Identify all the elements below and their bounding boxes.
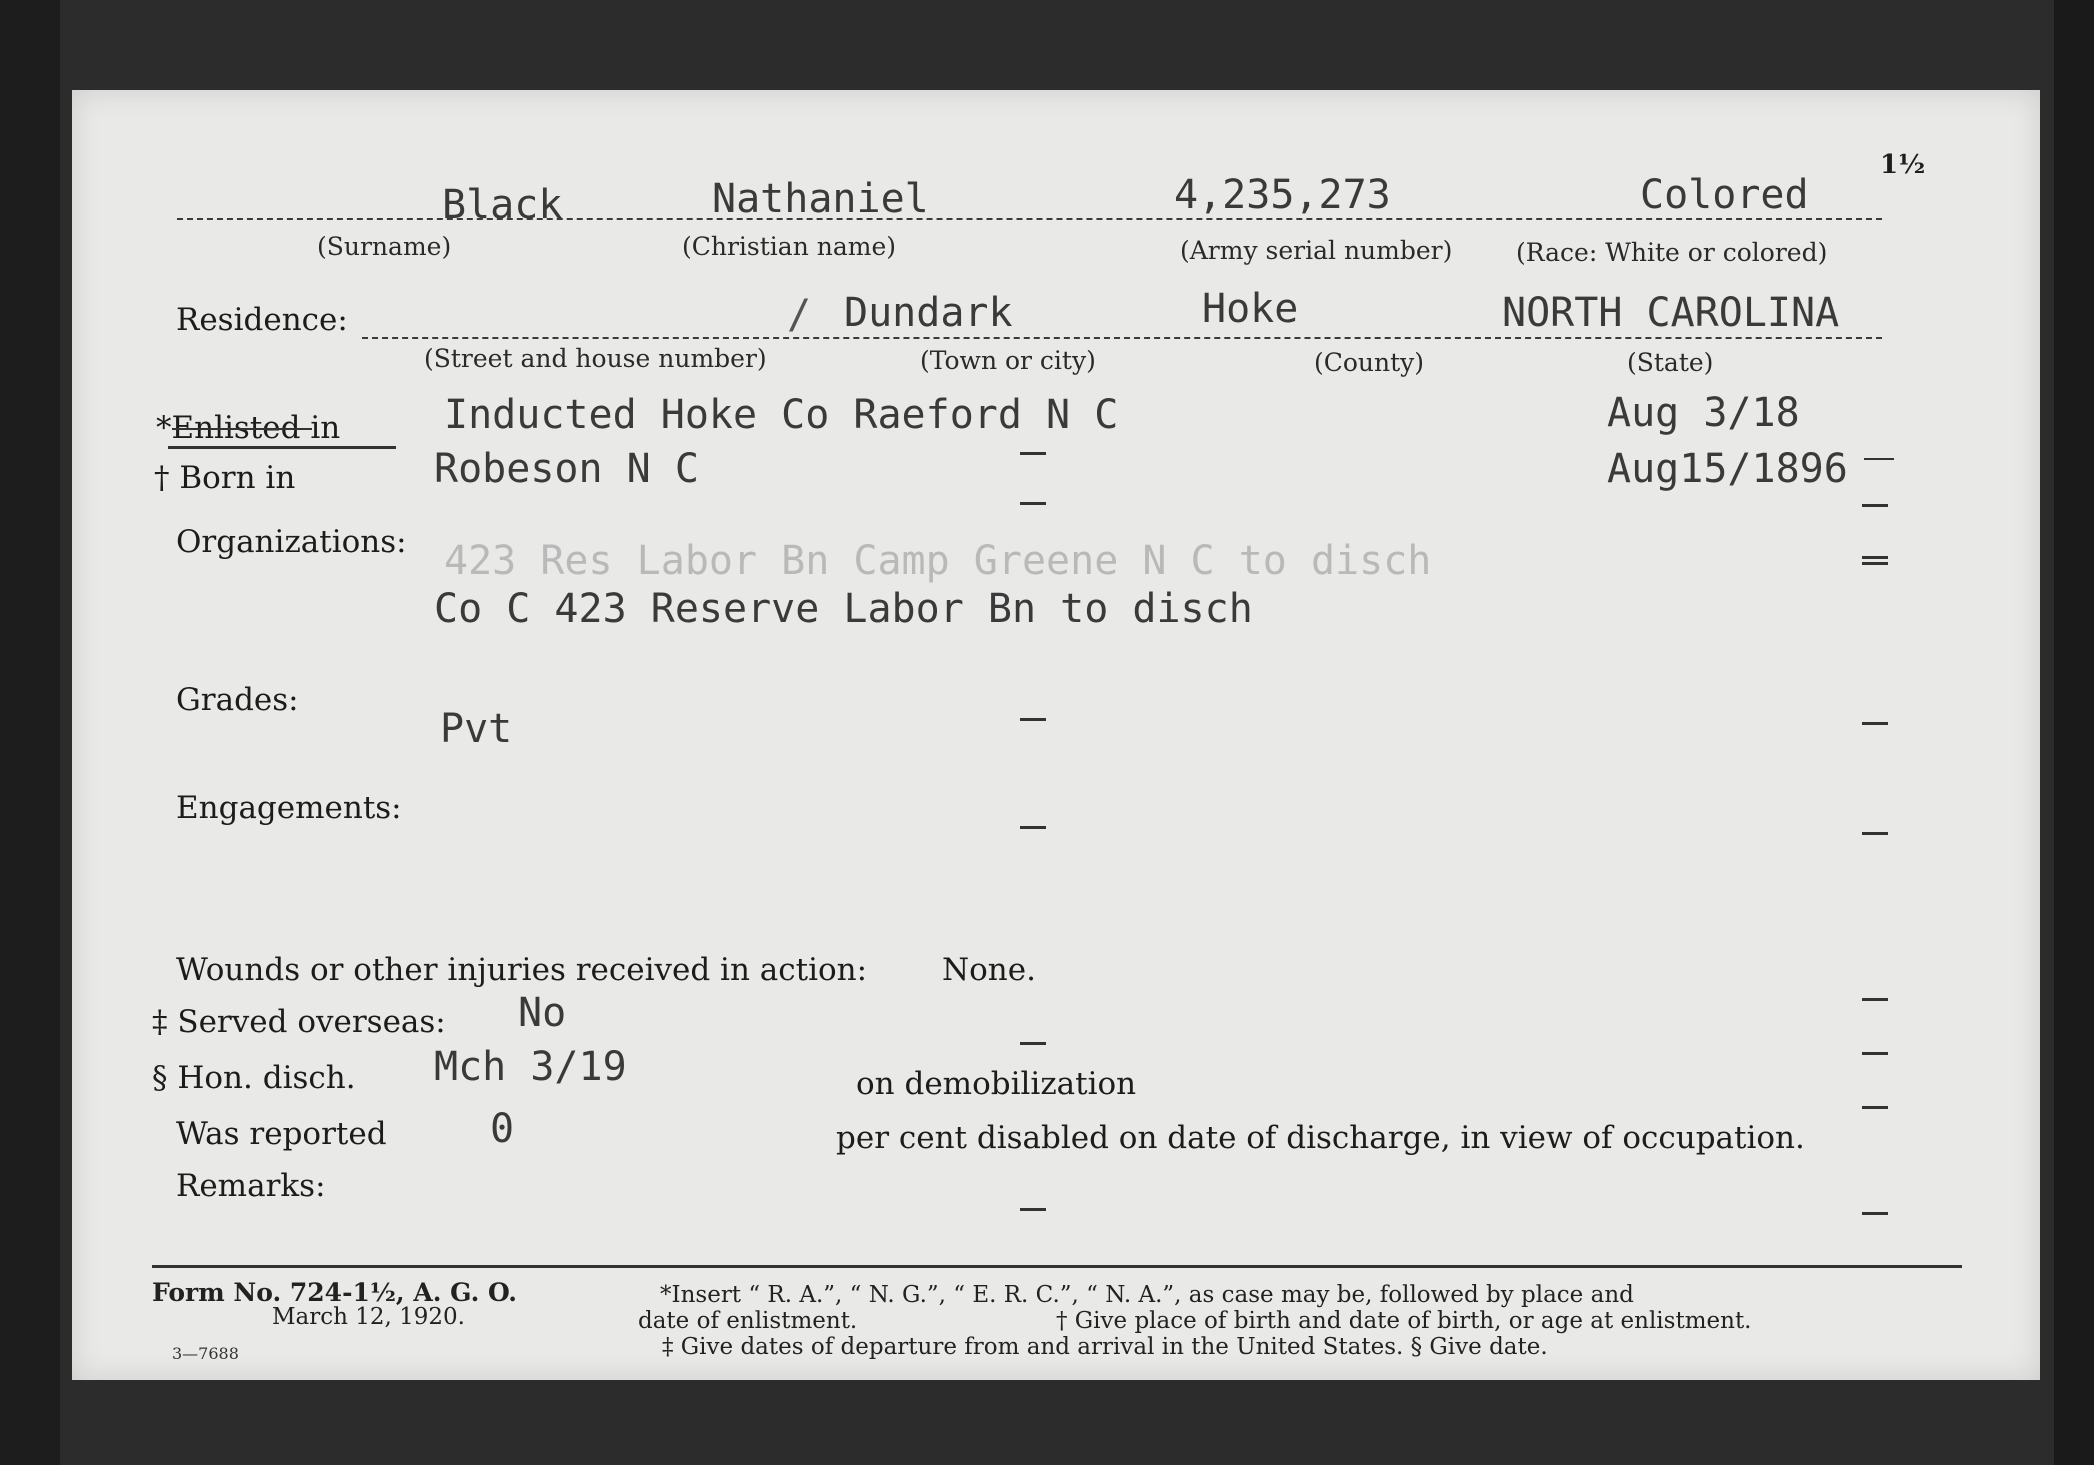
- enlisted-label: *Enlisted in: [156, 410, 341, 446]
- hon-disch-label: § Hon. disch.: [152, 1060, 356, 1096]
- street-value: /: [787, 292, 812, 338]
- footnote-enlisted-b: date of enlistment.: [638, 1308, 858, 1334]
- residence-line: [362, 337, 1882, 339]
- dash-mark: [1862, 722, 1888, 725]
- footnote-enlisted-a: *Insert “ R. A.”, “ N. G.”, “ E. R. C.”, “ N. A.”, as case may be, followed by place and: [660, 1282, 1634, 1308]
- organizations-struck-value: 423 Res Labor Bn Camp Greene N C to disch: [444, 538, 1432, 584]
- served-overseas-label: ‡ Served overseas:: [152, 1004, 446, 1040]
- per-cent-disabled-text: per cent disabled on date of discharge, in view of occupation.: [836, 1120, 1805, 1156]
- christian-name-caption: (Christian name): [682, 232, 897, 261]
- service-record-card: [72, 90, 2040, 1380]
- dash-mark: [1020, 452, 1046, 455]
- hon-disch-date-value: Mch 3/19: [434, 1044, 627, 1090]
- enlisted-date-value: Aug 3/18: [1607, 390, 1800, 436]
- county-value: Hoke: [1202, 286, 1299, 332]
- footnote-overseas: ‡ Give dates of departure from and arrival in the United States. § Give date.: [662, 1334, 1548, 1360]
- footnote-born: † Give place of birth and date of birth, or age at enlistment.: [1056, 1308, 1752, 1334]
- organizations-label: Organizations:: [176, 524, 407, 560]
- born-date-value: Aug15/1896: [1607, 446, 1848, 492]
- dash-mark: [1862, 1106, 1888, 1109]
- street-caption: (Street and house number): [424, 344, 767, 373]
- state-value: NORTH CAROLINA: [1502, 290, 1840, 336]
- born-label: † Born in: [154, 460, 296, 496]
- race-value: Colored: [1640, 172, 1809, 218]
- form-date: March 12, 1920.: [272, 1304, 465, 1330]
- organizations-value: Co C 423 Reserve Labor Bn to disch: [434, 586, 1253, 632]
- dash-mark: [1862, 1052, 1888, 1055]
- race-caption: (Race: White or colored): [1516, 238, 1828, 267]
- state-caption: (State): [1627, 348, 1714, 377]
- served-overseas-value: No: [518, 990, 567, 1036]
- christian-name-value: Nathaniel: [712, 176, 929, 222]
- dash-mark: [1862, 562, 1888, 565]
- dash-mark: [1862, 556, 1888, 559]
- dash-mark: [1020, 1042, 1046, 1045]
- serial-number-caption: (Army serial number): [1180, 236, 1453, 265]
- enlisted-underline: [168, 446, 396, 449]
- dash-mark: [1862, 832, 1888, 835]
- town-caption: (Town or city): [920, 346, 1096, 375]
- disability-percent-value: 0: [490, 1106, 515, 1152]
- dash-mark: [1862, 504, 1888, 507]
- dash-mark: [1862, 1212, 1888, 1215]
- wounds-label: Wounds or other injuries received in action:: [176, 952, 868, 988]
- town-value: Dundark: [844, 290, 1013, 336]
- scan-border-left: [0, 0, 60, 1465]
- was-reported-label: Was reported: [176, 1116, 387, 1152]
- born-date-overline: [1864, 458, 1894, 460]
- dash-mark: [1020, 718, 1046, 721]
- name-line: [177, 218, 1882, 220]
- enlisted-strikethrough: [172, 428, 312, 430]
- surname-value: Black: [442, 182, 563, 228]
- footer-rule: [152, 1265, 1962, 1268]
- born-place-value: Robeson N C: [434, 446, 699, 492]
- wounds-value: None.: [942, 952, 1036, 988]
- dash-mark: [1862, 998, 1888, 1001]
- enlisted-place-value: Inducted Hoke Co Raeford N C: [444, 392, 1119, 438]
- grade-value: Pvt: [440, 706, 513, 752]
- dash-mark: [1020, 502, 1046, 505]
- residence-label: Residence:: [176, 302, 348, 338]
- on-demobilization-text: on demobilization: [856, 1066, 1137, 1102]
- remarks-label: Remarks:: [176, 1168, 326, 1204]
- surname-caption: (Surname): [317, 232, 452, 261]
- engagements-label: Engagements:: [176, 790, 402, 826]
- scan-border-right: [2054, 0, 2094, 1465]
- form-number: Form No. 724-1½, A. G. O.: [152, 1278, 518, 1307]
- county-caption: (County): [1314, 348, 1425, 377]
- fraction-mark: 1½: [1880, 150, 1926, 180]
- grades-label: Grades:: [176, 682, 299, 718]
- dash-mark: [1020, 1208, 1046, 1211]
- serial-number-value: 4,235,273: [1174, 172, 1391, 218]
- dash-mark: [1020, 826, 1046, 829]
- print-code: 3—7688: [172, 1344, 239, 1363]
